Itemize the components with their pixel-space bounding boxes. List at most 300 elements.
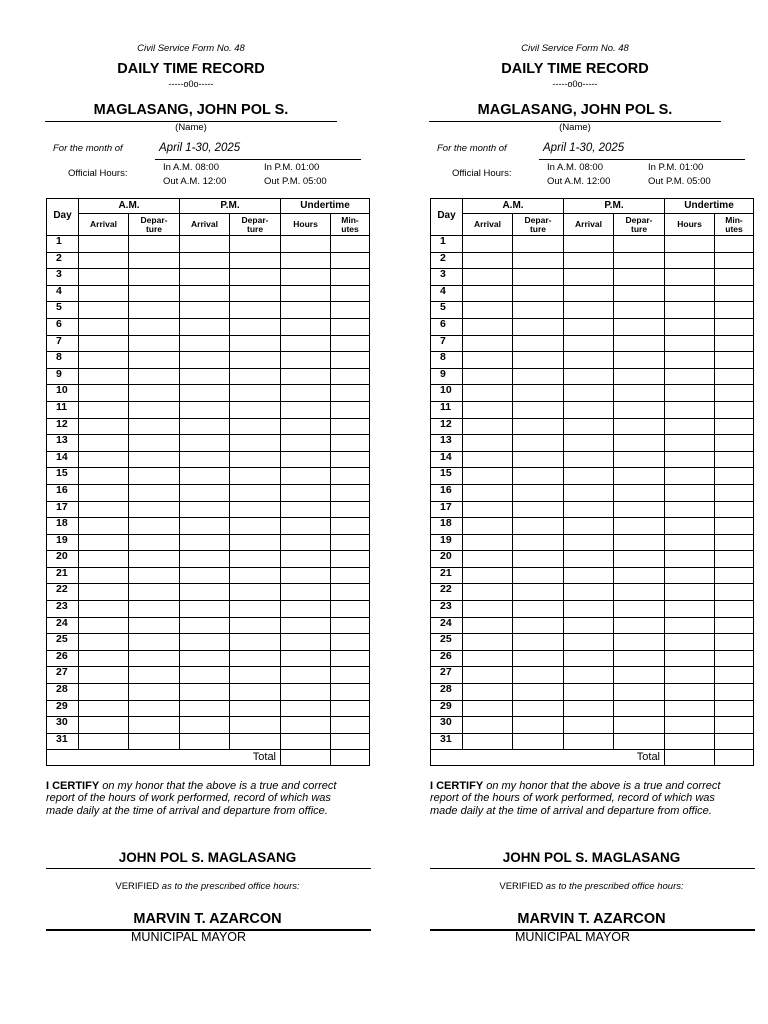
pm-departure-cell[interactable] (614, 468, 665, 485)
am-departure-cell[interactable] (129, 385, 180, 402)
pm-arrival-cell[interactable] (180, 435, 230, 452)
undertime-hours-cell[interactable] (665, 551, 715, 568)
pm-departure-cell[interactable] (614, 650, 665, 667)
undertime-minutes-cell[interactable] (331, 684, 370, 701)
undertime-hours-cell[interactable] (665, 285, 715, 302)
undertime-minutes-cell[interactable] (331, 269, 370, 286)
pm-departure-cell[interactable] (614, 534, 665, 551)
am-departure-cell[interactable] (513, 468, 564, 485)
pm-departure-cell[interactable] (614, 617, 665, 634)
pm-departure-cell[interactable] (614, 435, 665, 452)
pm-departure-cell[interactable] (230, 468, 281, 485)
am-departure-cell[interactable] (129, 401, 180, 418)
undertime-minutes-cell[interactable] (715, 252, 754, 269)
pm-departure-cell[interactable] (614, 501, 665, 518)
undertime-minutes-cell[interactable] (331, 584, 370, 601)
pm-departure-cell[interactable] (614, 717, 665, 734)
pm-arrival-cell[interactable] (564, 733, 614, 750)
am-arrival-cell[interactable] (79, 435, 129, 452)
undertime-hours-cell[interactable] (281, 302, 331, 319)
am-arrival-cell[interactable] (79, 335, 129, 352)
am-arrival-cell[interactable] (79, 269, 129, 286)
pm-departure-cell[interactable] (230, 236, 281, 253)
pm-departure-cell[interactable] (614, 269, 665, 286)
am-departure-cell[interactable] (513, 385, 564, 402)
am-arrival-cell[interactable] (79, 352, 129, 369)
am-departure-cell[interactable] (513, 551, 564, 568)
pm-departure-cell[interactable] (230, 501, 281, 518)
pm-arrival-cell[interactable] (564, 285, 614, 302)
am-arrival-cell[interactable] (79, 468, 129, 485)
am-arrival-cell[interactable] (79, 584, 129, 601)
pm-arrival-cell[interactable] (564, 684, 614, 701)
pm-departure-cell[interactable] (230, 318, 281, 335)
pm-departure-cell[interactable] (614, 684, 665, 701)
am-departure-cell[interactable] (129, 236, 180, 253)
undertime-minutes-cell[interactable] (331, 385, 370, 402)
undertime-minutes-cell[interactable] (331, 534, 370, 551)
undertime-minutes-cell[interactable] (331, 484, 370, 501)
undertime-hours-cell[interactable] (281, 318, 331, 335)
am-arrival-cell[interactable] (463, 269, 513, 286)
undertime-minutes-cell[interactable] (715, 269, 754, 286)
pm-departure-cell[interactable] (230, 518, 281, 535)
pm-departure-cell[interactable] (614, 567, 665, 584)
undertime-minutes-cell[interactable] (715, 717, 754, 734)
am-departure-cell[interactable] (129, 650, 180, 667)
undertime-minutes-cell[interactable] (715, 501, 754, 518)
undertime-hours-cell[interactable] (665, 335, 715, 352)
pm-arrival-cell[interactable] (564, 385, 614, 402)
am-departure-cell[interactable] (129, 302, 180, 319)
am-arrival-cell[interactable] (79, 717, 129, 734)
undertime-hours-cell[interactable] (281, 285, 331, 302)
undertime-minutes-cell[interactable] (331, 650, 370, 667)
am-departure-cell[interactable] (129, 567, 180, 584)
undertime-minutes-cell[interactable] (331, 567, 370, 584)
pm-arrival-cell[interactable] (564, 252, 614, 269)
total-hours-cell[interactable] (665, 750, 715, 766)
pm-departure-cell[interactable] (614, 352, 665, 369)
pm-arrival-cell[interactable] (180, 401, 230, 418)
am-departure-cell[interactable] (513, 451, 564, 468)
am-arrival-cell[interactable] (463, 584, 513, 601)
am-arrival-cell[interactable] (463, 667, 513, 684)
undertime-hours-cell[interactable] (665, 451, 715, 468)
pm-arrival-cell[interactable] (564, 484, 614, 501)
undertime-hours-cell[interactable] (665, 401, 715, 418)
pm-departure-cell[interactable] (230, 368, 281, 385)
am-departure-cell[interactable] (129, 318, 180, 335)
undertime-minutes-cell[interactable] (715, 484, 754, 501)
am-arrival-cell[interactable] (79, 318, 129, 335)
am-arrival-cell[interactable] (79, 285, 129, 302)
undertime-minutes-cell[interactable] (331, 401, 370, 418)
pm-arrival-cell[interactable] (564, 318, 614, 335)
pm-departure-cell[interactable] (614, 318, 665, 335)
pm-departure-cell[interactable] (230, 634, 281, 651)
pm-departure-cell[interactable] (230, 451, 281, 468)
undertime-minutes-cell[interactable] (331, 518, 370, 535)
undertime-minutes-cell[interactable] (331, 551, 370, 568)
undertime-minutes-cell[interactable] (715, 667, 754, 684)
am-arrival-cell[interactable] (463, 634, 513, 651)
undertime-minutes-cell[interactable] (715, 368, 754, 385)
undertime-hours-cell[interactable] (665, 700, 715, 717)
am-arrival-cell[interactable] (79, 684, 129, 701)
am-departure-cell[interactable] (513, 484, 564, 501)
am-arrival-cell[interactable] (463, 418, 513, 435)
pm-arrival-cell[interactable] (564, 435, 614, 452)
pm-departure-cell[interactable] (230, 335, 281, 352)
am-departure-cell[interactable] (513, 368, 564, 385)
am-departure-cell[interactable] (513, 717, 564, 734)
am-arrival-cell[interactable] (79, 567, 129, 584)
undertime-hours-cell[interactable] (281, 335, 331, 352)
am-arrival-cell[interactable] (79, 551, 129, 568)
undertime-hours-cell[interactable] (281, 269, 331, 286)
pm-arrival-cell[interactable] (564, 352, 614, 369)
am-departure-cell[interactable] (513, 733, 564, 750)
undertime-minutes-cell[interactable] (715, 518, 754, 535)
pm-arrival-cell[interactable] (180, 501, 230, 518)
undertime-hours-cell[interactable] (665, 352, 715, 369)
undertime-minutes-cell[interactable] (715, 584, 754, 601)
pm-arrival-cell[interactable] (180, 567, 230, 584)
undertime-hours-cell[interactable] (281, 385, 331, 402)
undertime-minutes-cell[interactable] (715, 468, 754, 485)
am-departure-cell[interactable] (129, 634, 180, 651)
pm-arrival-cell[interactable] (180, 236, 230, 253)
am-arrival-cell[interactable] (463, 700, 513, 717)
am-departure-cell[interactable] (129, 601, 180, 618)
am-departure-cell[interactable] (129, 551, 180, 568)
undertime-hours-cell[interactable] (281, 451, 331, 468)
am-arrival-cell[interactable] (79, 534, 129, 551)
am-arrival-cell[interactable] (463, 385, 513, 402)
undertime-minutes-cell[interactable] (331, 236, 370, 253)
undertime-hours-cell[interactable] (281, 501, 331, 518)
pm-arrival-cell[interactable] (180, 418, 230, 435)
am-arrival-cell[interactable] (79, 252, 129, 269)
pm-departure-cell[interactable] (230, 584, 281, 601)
undertime-hours-cell[interactable] (281, 717, 331, 734)
am-departure-cell[interactable] (513, 435, 564, 452)
pm-departure-cell[interactable] (614, 667, 665, 684)
undertime-hours-cell[interactable] (281, 650, 331, 667)
undertime-hours-cell[interactable] (665, 667, 715, 684)
total-hours-cell[interactable] (281, 750, 331, 766)
am-arrival-cell[interactable] (79, 236, 129, 253)
pm-departure-cell[interactable] (230, 733, 281, 750)
am-arrival-cell[interactable] (79, 501, 129, 518)
pm-arrival-cell[interactable] (564, 269, 614, 286)
am-arrival-cell[interactable] (463, 318, 513, 335)
pm-departure-cell[interactable] (614, 451, 665, 468)
pm-arrival-cell[interactable] (180, 584, 230, 601)
undertime-minutes-cell[interactable] (331, 435, 370, 452)
total-minutes-cell[interactable] (331, 750, 370, 766)
am-departure-cell[interactable] (513, 601, 564, 618)
undertime-hours-cell[interactable] (665, 534, 715, 551)
am-arrival-cell[interactable] (79, 617, 129, 634)
pm-arrival-cell[interactable] (564, 617, 614, 634)
am-departure-cell[interactable] (129, 501, 180, 518)
undertime-hours-cell[interactable] (665, 435, 715, 452)
undertime-hours-cell[interactable] (665, 468, 715, 485)
undertime-minutes-cell[interactable] (331, 501, 370, 518)
undertime-hours-cell[interactable] (281, 617, 331, 634)
undertime-minutes-cell[interactable] (331, 617, 370, 634)
pm-arrival-cell[interactable] (564, 717, 614, 734)
am-arrival-cell[interactable] (79, 401, 129, 418)
pm-departure-cell[interactable] (230, 534, 281, 551)
pm-departure-cell[interactable] (614, 634, 665, 651)
pm-arrival-cell[interactable] (180, 252, 230, 269)
am-arrival-cell[interactable] (79, 368, 129, 385)
am-arrival-cell[interactable] (463, 733, 513, 750)
undertime-minutes-cell[interactable] (715, 551, 754, 568)
undertime-minutes-cell[interactable] (715, 567, 754, 584)
undertime-minutes-cell[interactable] (331, 601, 370, 618)
pm-departure-cell[interactable] (614, 484, 665, 501)
undertime-minutes-cell[interactable] (715, 335, 754, 352)
am-arrival-cell[interactable] (79, 601, 129, 618)
pm-arrival-cell[interactable] (180, 551, 230, 568)
undertime-minutes-cell[interactable] (715, 401, 754, 418)
am-departure-cell[interactable] (513, 318, 564, 335)
am-departure-cell[interactable] (129, 451, 180, 468)
undertime-hours-cell[interactable] (281, 468, 331, 485)
am-departure-cell[interactable] (129, 700, 180, 717)
undertime-hours-cell[interactable] (665, 501, 715, 518)
am-departure-cell[interactable] (513, 634, 564, 651)
am-departure-cell[interactable] (513, 667, 564, 684)
am-departure-cell[interactable] (129, 484, 180, 501)
total-minutes-cell[interactable] (715, 750, 754, 766)
am-arrival-cell[interactable] (463, 335, 513, 352)
am-arrival-cell[interactable] (463, 617, 513, 634)
pm-arrival-cell[interactable] (564, 534, 614, 551)
am-departure-cell[interactable] (129, 518, 180, 535)
am-arrival-cell[interactable] (79, 451, 129, 468)
pm-arrival-cell[interactable] (180, 667, 230, 684)
pm-departure-cell[interactable] (614, 368, 665, 385)
pm-departure-cell[interactable] (614, 385, 665, 402)
am-departure-cell[interactable] (129, 534, 180, 551)
pm-arrival-cell[interactable] (180, 650, 230, 667)
undertime-minutes-cell[interactable] (331, 318, 370, 335)
pm-departure-cell[interactable] (230, 418, 281, 435)
undertime-hours-cell[interactable] (281, 518, 331, 535)
undertime-hours-cell[interactable] (665, 601, 715, 618)
undertime-minutes-cell[interactable] (715, 435, 754, 452)
pm-arrival-cell[interactable] (180, 269, 230, 286)
pm-departure-cell[interactable] (230, 269, 281, 286)
undertime-hours-cell[interactable] (281, 584, 331, 601)
undertime-minutes-cell[interactable] (331, 368, 370, 385)
undertime-hours-cell[interactable] (665, 318, 715, 335)
undertime-minutes-cell[interactable] (331, 468, 370, 485)
pm-departure-cell[interactable] (614, 584, 665, 601)
undertime-minutes-cell[interactable] (715, 534, 754, 551)
pm-arrival-cell[interactable] (180, 318, 230, 335)
am-departure-cell[interactable] (513, 269, 564, 286)
undertime-minutes-cell[interactable] (715, 352, 754, 369)
pm-departure-cell[interactable] (230, 435, 281, 452)
pm-arrival-cell[interactable] (180, 302, 230, 319)
undertime-hours-cell[interactable] (665, 617, 715, 634)
am-arrival-cell[interactable] (463, 567, 513, 584)
am-arrival-cell[interactable] (463, 285, 513, 302)
undertime-hours-cell[interactable] (281, 700, 331, 717)
am-arrival-cell[interactable] (463, 302, 513, 319)
undertime-hours-cell[interactable] (665, 567, 715, 584)
pm-arrival-cell[interactable] (564, 567, 614, 584)
undertime-minutes-cell[interactable] (331, 667, 370, 684)
am-arrival-cell[interactable] (463, 717, 513, 734)
pm-departure-cell[interactable] (230, 567, 281, 584)
am-arrival-cell[interactable] (463, 468, 513, 485)
pm-arrival-cell[interactable] (564, 634, 614, 651)
pm-departure-cell[interactable] (230, 684, 281, 701)
am-departure-cell[interactable] (513, 518, 564, 535)
undertime-minutes-cell[interactable] (715, 318, 754, 335)
pm-departure-cell[interactable] (230, 252, 281, 269)
am-departure-cell[interactable] (129, 335, 180, 352)
pm-arrival-cell[interactable] (564, 368, 614, 385)
am-departure-cell[interactable] (513, 236, 564, 253)
am-arrival-cell[interactable] (463, 650, 513, 667)
am-departure-cell[interactable] (513, 352, 564, 369)
pm-arrival-cell[interactable] (564, 601, 614, 618)
am-departure-cell[interactable] (129, 435, 180, 452)
am-arrival-cell[interactable] (79, 518, 129, 535)
undertime-hours-cell[interactable] (281, 551, 331, 568)
am-departure-cell[interactable] (129, 368, 180, 385)
undertime-hours-cell[interactable] (281, 567, 331, 584)
pm-arrival-cell[interactable] (564, 335, 614, 352)
pm-arrival-cell[interactable] (180, 368, 230, 385)
pm-departure-cell[interactable] (614, 401, 665, 418)
am-departure-cell[interactable] (129, 285, 180, 302)
pm-departure-cell[interactable] (614, 335, 665, 352)
undertime-hours-cell[interactable] (281, 368, 331, 385)
am-departure-cell[interactable] (129, 684, 180, 701)
am-arrival-cell[interactable] (79, 700, 129, 717)
am-arrival-cell[interactable] (79, 667, 129, 684)
undertime-minutes-cell[interactable] (715, 418, 754, 435)
undertime-hours-cell[interactable] (665, 418, 715, 435)
am-departure-cell[interactable] (513, 617, 564, 634)
undertime-hours-cell[interactable] (281, 484, 331, 501)
pm-departure-cell[interactable] (230, 385, 281, 402)
pm-arrival-cell[interactable] (180, 335, 230, 352)
am-arrival-cell[interactable] (463, 518, 513, 535)
am-departure-cell[interactable] (129, 733, 180, 750)
undertime-minutes-cell[interactable] (715, 285, 754, 302)
pm-departure-cell[interactable] (614, 285, 665, 302)
am-departure-cell[interactable] (129, 584, 180, 601)
am-arrival-cell[interactable] (463, 401, 513, 418)
am-departure-cell[interactable] (513, 418, 564, 435)
pm-departure-cell[interactable] (230, 551, 281, 568)
undertime-minutes-cell[interactable] (331, 451, 370, 468)
pm-departure-cell[interactable] (230, 302, 281, 319)
pm-arrival-cell[interactable] (180, 700, 230, 717)
pm-departure-cell[interactable] (230, 401, 281, 418)
am-departure-cell[interactable] (513, 252, 564, 269)
undertime-hours-cell[interactable] (665, 368, 715, 385)
undertime-minutes-cell[interactable] (715, 451, 754, 468)
undertime-hours-cell[interactable] (665, 634, 715, 651)
am-departure-cell[interactable] (513, 700, 564, 717)
am-departure-cell[interactable] (513, 335, 564, 352)
am-arrival-cell[interactable] (79, 302, 129, 319)
undertime-hours-cell[interactable] (281, 401, 331, 418)
undertime-minutes-cell[interactable] (715, 601, 754, 618)
undertime-minutes-cell[interactable] (715, 733, 754, 750)
undertime-minutes-cell[interactable] (715, 236, 754, 253)
undertime-hours-cell[interactable] (665, 252, 715, 269)
pm-arrival-cell[interactable] (564, 501, 614, 518)
pm-arrival-cell[interactable] (180, 684, 230, 701)
am-arrival-cell[interactable] (79, 650, 129, 667)
pm-arrival-cell[interactable] (180, 617, 230, 634)
pm-arrival-cell[interactable] (180, 484, 230, 501)
am-arrival-cell[interactable] (79, 385, 129, 402)
pm-departure-cell[interactable] (230, 717, 281, 734)
undertime-minutes-cell[interactable] (331, 733, 370, 750)
pm-arrival-cell[interactable] (180, 534, 230, 551)
undertime-hours-cell[interactable] (281, 236, 331, 253)
am-departure-cell[interactable] (129, 352, 180, 369)
pm-arrival-cell[interactable] (564, 418, 614, 435)
am-arrival-cell[interactable] (463, 352, 513, 369)
undertime-hours-cell[interactable] (281, 352, 331, 369)
undertime-hours-cell[interactable] (665, 385, 715, 402)
undertime-minutes-cell[interactable] (331, 418, 370, 435)
undertime-hours-cell[interactable] (665, 484, 715, 501)
am-arrival-cell[interactable] (79, 733, 129, 750)
am-departure-cell[interactable] (513, 684, 564, 701)
undertime-minutes-cell[interactable] (331, 302, 370, 319)
am-arrival-cell[interactable] (79, 418, 129, 435)
am-departure-cell[interactable] (513, 534, 564, 551)
am-departure-cell[interactable] (513, 501, 564, 518)
am-arrival-cell[interactable] (79, 484, 129, 501)
pm-arrival-cell[interactable] (180, 285, 230, 302)
am-arrival-cell[interactable] (79, 634, 129, 651)
pm-departure-cell[interactable] (230, 484, 281, 501)
undertime-minutes-cell[interactable] (715, 617, 754, 634)
undertime-hours-cell[interactable] (665, 236, 715, 253)
undertime-minutes-cell[interactable] (331, 634, 370, 651)
am-departure-cell[interactable] (129, 468, 180, 485)
pm-arrival-cell[interactable] (564, 468, 614, 485)
pm-arrival-cell[interactable] (180, 352, 230, 369)
undertime-minutes-cell[interactable] (715, 684, 754, 701)
am-arrival-cell[interactable] (463, 484, 513, 501)
pm-arrival-cell[interactable] (564, 650, 614, 667)
undertime-hours-cell[interactable] (281, 435, 331, 452)
undertime-minutes-cell[interactable] (715, 634, 754, 651)
am-departure-cell[interactable] (513, 567, 564, 584)
undertime-minutes-cell[interactable] (331, 717, 370, 734)
am-arrival-cell[interactable] (463, 236, 513, 253)
undertime-minutes-cell[interactable] (715, 302, 754, 319)
am-departure-cell[interactable] (513, 401, 564, 418)
